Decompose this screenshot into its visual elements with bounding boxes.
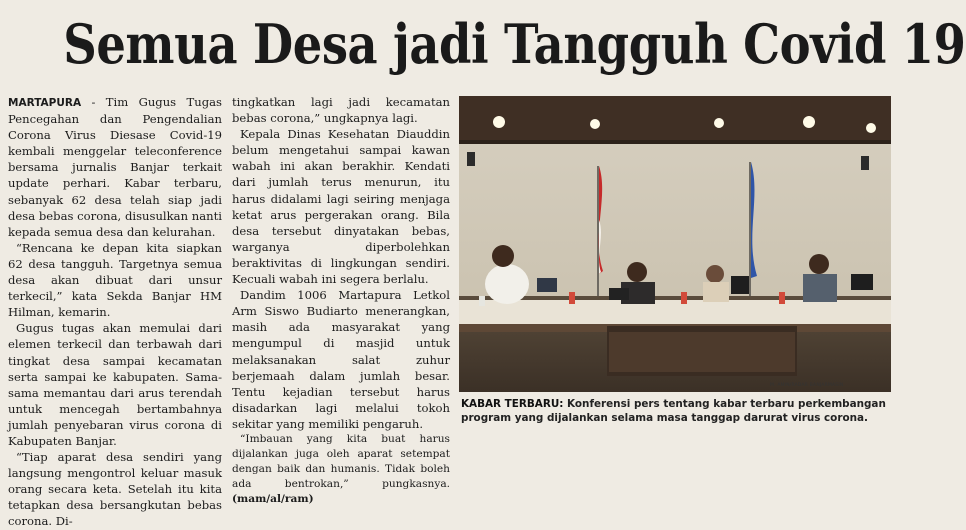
caption-lead: KABAR TERBARU: [461,398,564,410]
ceiling [459,96,891,140]
paragraph-text: “Imbauan yang kita buat harus dijalankan juga oleh aparat setempat dengan baik dan humanis. Tidak boleh ada bentrokan,” pungkasnya. [232,432,450,490]
photo-illustration [459,96,891,392]
paragraph-text: - Tim Gugus Tugas Pencegahan dan Pengendalian Corona Virus Diesase Covid-19 kembali menggelar teleconference bersama jurnalis Banjar terkait update perhari. Kabar terbaru, sebanyak 62 desa telah siap jadi desa bebas corona, disusulkan nanti kepada semua desa dan kelurahan. [8,95,222,239]
article-paragraph [8,94,222,240]
person-2 [627,262,647,282]
caption-text: Konferensi pers tentang kabar terbaru perkembangan program yang dijalankan selama masa tanggap darurat virus corona. [461,398,886,424]
article-headline: Semua Desa jadi Tangguh Covid 19 [63,12,966,76]
dateline: MARTAPURA [8,97,82,109]
article-paragraph: “Rencana ke depan kita siapkan 62 desa tangguh. Targetnya semua desa akan dibuat dari unsur terkecil,” kata Sekda Banjar HM Hilman, kemarin. [8,240,222,320]
byline: (mam/al/ram) [232,492,314,505]
photo-caption [461,398,897,425]
conference-table [459,300,891,324]
article-paragraph: Gugus tugas akan memulai dari elemen terkecil dan terbawah dari tingkat desa sampai kecamatan serta sampai ke kabupaten. Sama-sama memantau dari arus terendah untuk mencegah bertambahnya jumlah penyebaran virus corona di Kabupaten Banjar. [8,321,222,448]
article-paragraph: Kepala Dinas Kesehatan Diauddin belum mengetahui sampai kawan wabah ini akan berakhir. Kendati dari jumlah terus menurun, itu harus didalami lagi seiring menjaga ketat arus pergerakan orang. Bila desa tersebut dinyatakan bebas, warganya diperbolehkan beraktivitas di lingkungan sendiri. Kecuali wabah ini segera berlalu. [232,127,450,287]
article-column-2 [232,94,450,505]
article-column-1 [8,94,222,529]
flag-pole [597,166,599,316]
photo-credit: M. AMIN/RADAR BANJARMASIN [770,383,844,388]
person-3 [809,254,829,274]
article-paragraph: tingkatkan lagi jadi kecamatan bebas corona,” ungkapnya lagi. [232,95,450,126]
person-1 [485,264,529,304]
article-paragraph [232,432,450,507]
article-paragraph: “Tiap aparat desa sendiri yang langsung mengontrol keluar masuk orang secara keta. Setelah itu kita tetapkan desa bersangkutan bebas corona. Di- [8,450,222,529]
article-paragraph: Dandim 1006 Martapura Letkol Arm Siswo Budiarto menerangkan, masih ada masyarakat yang mengumpul di masjid untuk melaksanakan salat zuhur berjemaah dalam jumlah besar. Tentu kejadian tersebut harus disadarkan lagi melalui tokoh sekitar yang memiliki pengaruh. [232,288,450,431]
press-conference-photo [459,96,891,392]
